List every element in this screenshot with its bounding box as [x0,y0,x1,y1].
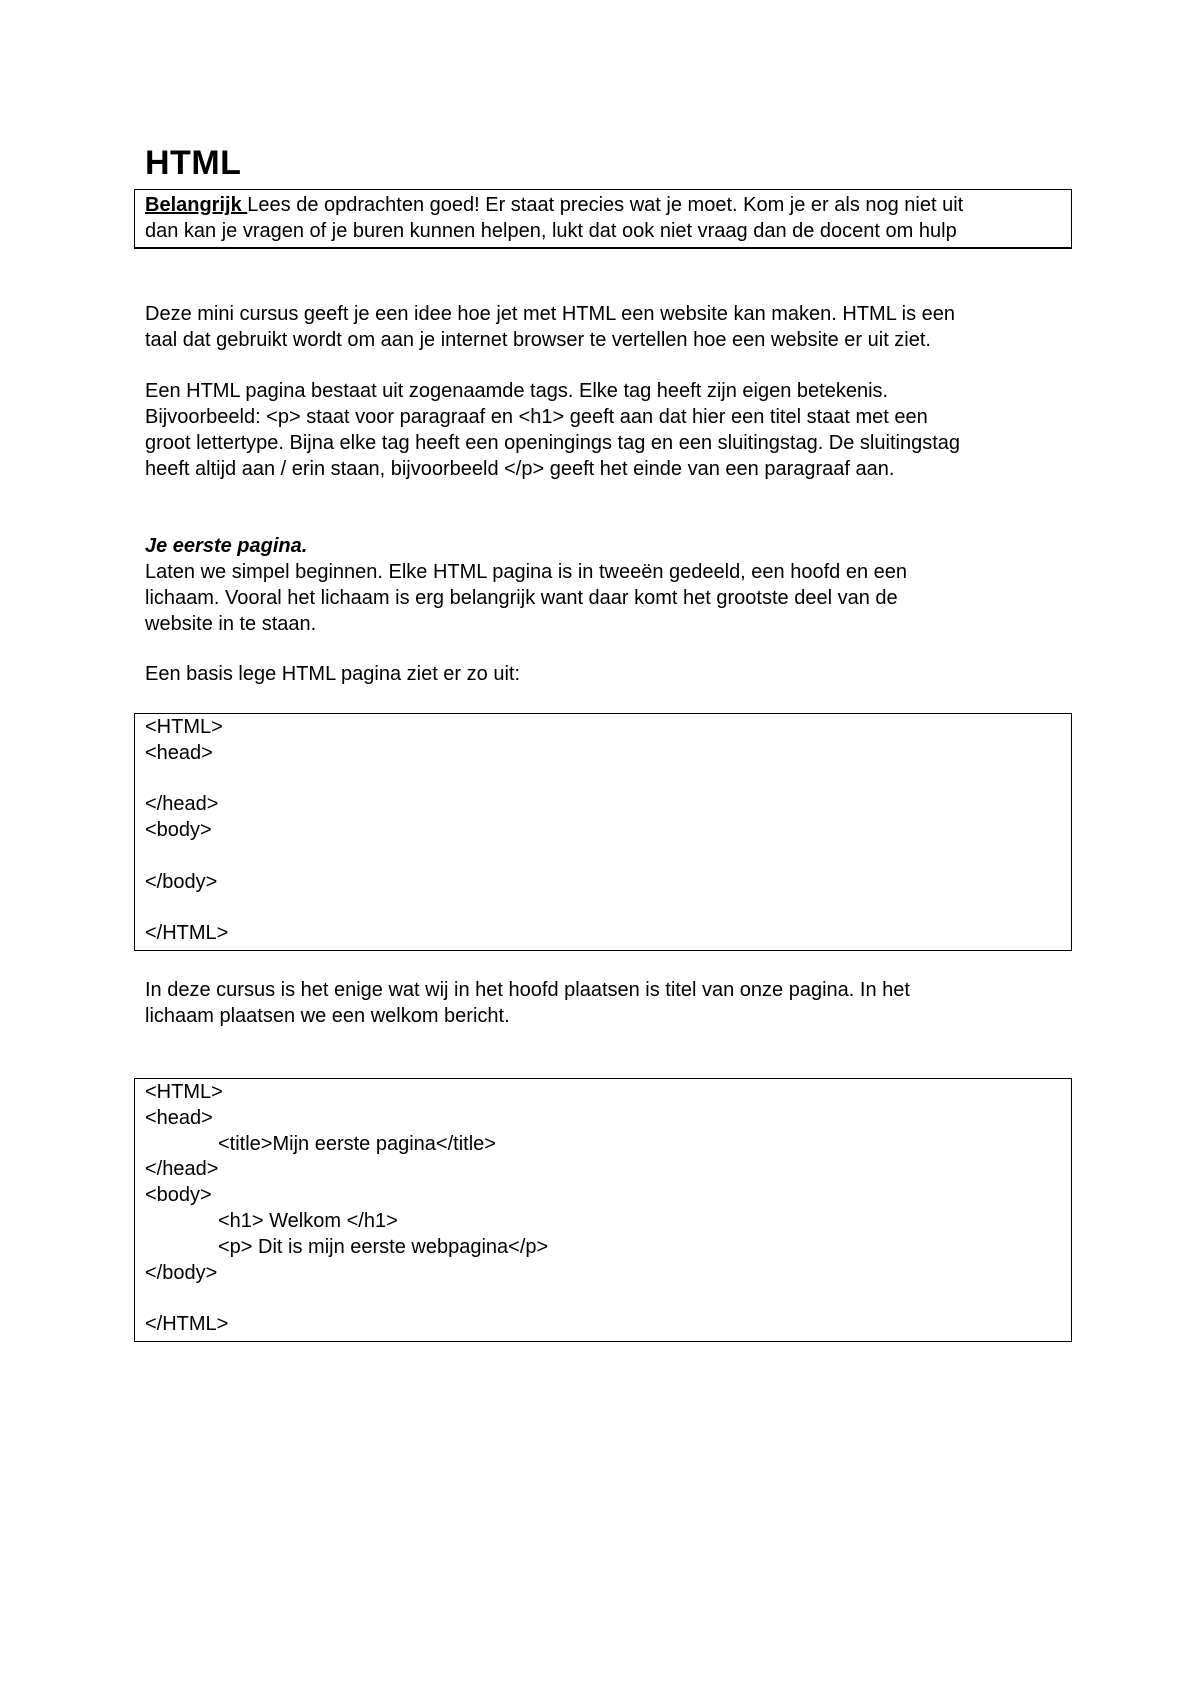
code-line: </HTML> [145,922,229,945]
tags-line: groot lettertype. Bijna elke tag heeft een openingings tag en een sluitingstag. De sluitingstag [145,432,960,454]
code-line: <HTML> [145,716,223,738]
notice-text: Lees de opdrachten goed! Er staat precies wat je moet. Kom je er als nog niet uit [247,194,964,216]
notice-label: Belangrijk [145,194,248,216]
code-line [145,1286,1061,1312]
first-page-line: Laten we simpel beginnen. Elke HTML pagina is in tweeën gedeeld, een hoofd en een [145,561,908,583]
tags-paragraph [145,378,1075,482]
code-line: <head> [145,741,213,764]
code-line: </head> [145,1158,219,1181]
code-block-full [134,1078,1072,1342]
code-line: <p> Dit is mijn eerste webpagina</p> [218,1235,549,1258]
code-line: <HTML> [145,1081,223,1103]
code-line: <title>Mijn eerste pagina</title> [218,1132,496,1155]
intro-paragraph [145,301,1075,353]
tags-line: Een HTML pagina bestaat uit zogenaamde tags. Elke tag heeft zijn eigen betekenis. [145,380,889,402]
intro-line: Deze mini cursus geeft je een idee hoe jet met HTML een website kan maken. HTML is een [145,303,956,325]
first-page-line: lichaam. Vooral het lichaam is erg belangrijk want daar komt het grootste deel van de [145,587,898,609]
code-line: </body> [145,870,218,893]
first-page-heading: Je eerste pagina. [145,535,308,557]
code-line: </HTML> [145,1313,229,1336]
first-page-section [145,533,1075,637]
code-line: <body> [145,1184,212,1207]
code-line: <body> [145,819,212,842]
code-line: </head> [145,793,219,816]
code-line [145,767,1061,793]
tags-line: Bijvoorbeeld: <p> staat voor paragraaf en <h1> geeft aan dat hier een titel staat met een [145,406,928,428]
first-page-line: website in te staan. [145,613,317,635]
notice-line-1 [145,194,963,216]
code-line [145,896,1061,922]
important-notice-box [134,189,1072,249]
code-line: <h1> Welkom </h1> [218,1209,398,1232]
notice-line-2: dan kan je vragen of je buren kunnen helpen, lukt dat ook niet vraag dan de docent om hulp [145,220,957,242]
basic-label-text: Een basis lege HTML pagina ziet er zo uit: [145,663,521,685]
code-line: </body> [145,1261,218,1284]
code-line: <head> [145,1106,213,1129]
code-block-basic [134,713,1072,951]
tags-line: heeft altijd aan / erin staan, bijvoorbeeld </p> geeft het einde van een paragraaf aan. [145,458,895,480]
code-line [145,844,1061,870]
basic-page-label [145,661,1075,687]
course-paragraph [145,977,1075,1029]
page-title: HTML [145,144,242,182]
intro-line: taal dat gebruikt wordt om aan je internet browser te vertellen hoe een website er uit ziet. [145,329,931,351]
course-line: lichaam plaatsen we een welkom bericht. [145,1005,510,1027]
course-line: In deze cursus is het enige wat wij in het hoofd plaatsen is titel van onze pagina. In het [145,979,910,1001]
